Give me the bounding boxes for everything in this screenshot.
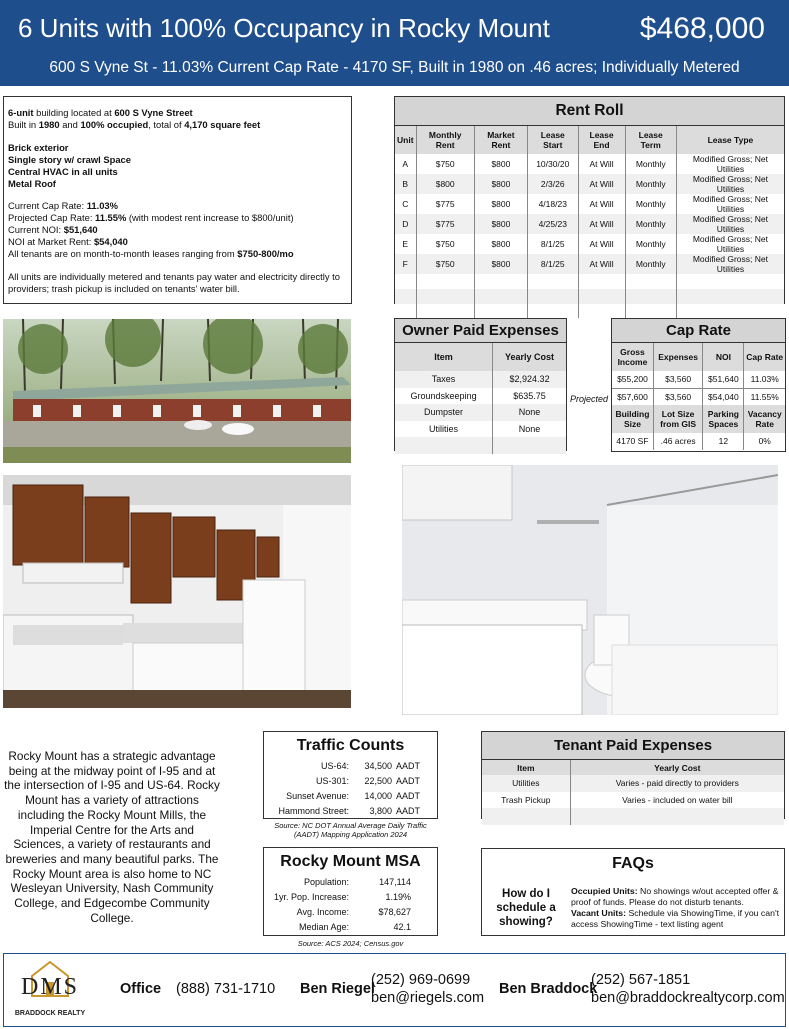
rent-roll-cell: Modified Gross; Net Utilities — [692, 234, 768, 254]
empty-cell — [416, 289, 474, 304]
rent-roll-cell: $775 — [416, 194, 474, 214]
stat-unit: AADT — [396, 776, 421, 786]
rent-roll-cell: At Will — [578, 254, 625, 274]
feature-roof: Metal Roof — [8, 177, 56, 189]
rent-roll-cell: $750 — [416, 154, 474, 174]
traffic-list — [264, 759, 437, 819]
listing-price: $468,000 — [639, 12, 765, 45]
agent1-email[interactable]: ben@riegels.com — [371, 990, 485, 1006]
table-row — [612, 405, 785, 433]
rent-roll-cell: D — [395, 214, 416, 234]
table-row — [612, 388, 785, 405]
agent2-email[interactable]: ben@braddockrealtycorp.com — [591, 990, 785, 1006]
rent-roll-cell: $750 — [416, 234, 474, 254]
owner-expenses-header: Item — [395, 343, 493, 371]
cap-rate-cell: $3,560 — [653, 388, 702, 405]
table-row — [395, 437, 566, 454]
list-item — [264, 905, 437, 920]
empty-cell — [474, 304, 527, 319]
stat-label: Avg. Income: — [296, 907, 349, 917]
stat-label: Sunset Avenue: — [286, 791, 349, 801]
rent-roll-cell: $800 — [416, 174, 474, 194]
table-row — [395, 274, 784, 289]
empty-cell — [676, 274, 784, 289]
table-row — [482, 792, 784, 809]
tenant-expenses-header: Yearly Cost — [570, 760, 784, 775]
empty-cell — [527, 289, 578, 304]
agent2-name: Ben Braddock — [499, 981, 598, 997]
rent-roll-table — [395, 126, 784, 318]
cap-rate-cell: $51,640 — [703, 371, 744, 388]
list-item — [264, 920, 437, 935]
stat-label: Hammond Street: — [278, 806, 349, 816]
list-item — [264, 890, 437, 905]
cap-rate-header: Expenses — [653, 343, 702, 371]
rent-roll-cell: At Will — [578, 174, 625, 194]
cap-rate-title: Cap Rate — [612, 319, 785, 343]
stat-label: US-64: — [320, 761, 349, 771]
stat-unit: AADT — [396, 761, 421, 771]
owner-expenses-cell: $635.75 — [513, 390, 546, 401]
rent-roll-cell: 2/3/26 — [527, 174, 578, 194]
empty-cell — [578, 274, 625, 289]
cap-rate-cell: 11.03% — [750, 374, 779, 385]
stat-value: 147,114 — [379, 877, 411, 887]
tenant-expenses-table — [482, 760, 784, 825]
empty-cell — [527, 274, 578, 289]
office-phone[interactable]: (888) 731-1710 — [176, 981, 276, 997]
rent-roll-cell: Modified Gross; Net Utilities — [692, 194, 768, 214]
rent-roll-title: Rent Roll — [395, 97, 784, 126]
stat-unit: AADT — [396, 791, 421, 801]
tenant-expenses-cell: Varies - included on water bill — [622, 794, 733, 805]
stat-value: 34,500 — [364, 761, 392, 771]
cap-rate-header: Gross Income — [612, 343, 653, 371]
tenant-paid-expenses — [481, 731, 785, 819]
rent-roll-cell: $800 — [474, 174, 527, 194]
rent-roll-cell: At Will — [578, 154, 625, 174]
traffic-title: Traffic Counts — [296, 737, 405, 754]
stat-value: 1.19% — [385, 892, 411, 902]
rent-roll-cell: 4/25/23 — [527, 214, 578, 234]
tenant-expenses-cell: Trash Pickup — [482, 792, 570, 809]
table-row — [395, 154, 784, 174]
rent-roll-cell: Monthly — [625, 174, 676, 194]
stat-value: 42.1 — [393, 922, 411, 932]
msa-title: Rocky Mount MSA — [280, 853, 421, 870]
owner-expenses-cell: Utilities — [395, 421, 493, 438]
cap-rate-table — [612, 343, 785, 450]
bathroom-photo — [402, 465, 778, 715]
cap-rate-cell: $3,560 — [653, 371, 702, 388]
msa-source: Source: ACS 2024; Census.gov — [297, 939, 404, 948]
faq-title: FAQs — [612, 855, 654, 872]
tenant-expenses-cell: Utilities — [482, 775, 570, 792]
rent-roll-cell: $750 — [416, 254, 474, 274]
list-item — [264, 774, 437, 789]
empty-cell — [578, 289, 625, 304]
exterior-photo — [3, 319, 351, 463]
owner-expenses-cell: None — [518, 423, 541, 434]
table-row — [612, 433, 785, 450]
cap-rate — [611, 318, 786, 452]
empty-cell — [395, 274, 416, 289]
table-row — [482, 775, 784, 792]
empty-cell — [416, 304, 474, 319]
cap-rate-cell: .46 acres — [653, 433, 702, 450]
table-row — [395, 174, 784, 194]
cap-rate-header: Building Size — [612, 405, 653, 433]
agent1-phone[interactable]: (252) 969-0699 — [371, 972, 471, 988]
property-summary: 6-unit building located at 600 S Vyne Street Built in 1980 and 100% occupied, total of 4,170 square feet Brick exterior Single story w/ crawl Space Central HVAC in all units Metal Roof Current Cap Rate: 11.03% Projected Cap Rate: 11.55% (with modest rent increase to $800/unit) Current NOI: $51,640 NOI at Market Rent: $54,040 All tenants are on month-to-month leases ranging from $750-800/mo All units are individually metered and tenants pay water and electricity directly to providers; trash pickup is included on tenants' water bill. — [3, 96, 352, 304]
owner-expenses-cell: $2,924.32 — [493, 371, 566, 388]
rent-roll-cell: At Will — [578, 214, 625, 234]
cap-rate-cell: 4170 SF — [612, 433, 653, 450]
table-row — [395, 194, 784, 214]
traffic-source: Source: NC DOT Annual Average Daily Traffic (AADT) Mapping Application 2024 — [274, 821, 427, 839]
empty-cell — [676, 289, 784, 304]
tenant-expenses-header: Item — [482, 760, 570, 775]
rent-roll-cell: $800 — [474, 254, 527, 274]
tenant-expenses-cell: Varies - paid directly to providers — [570, 775, 784, 792]
stat-value: 3,800 — [369, 806, 392, 816]
feature-hvac: Central HVAC in all units — [8, 165, 118, 177]
cap-rate-header: Cap Rate — [744, 343, 785, 371]
rent-roll-cell: F — [395, 254, 416, 274]
rent-roll-cell: Monthly — [625, 154, 676, 174]
rent-roll-cell: Modified Gross; Net Utilities — [676, 174, 784, 194]
rent-roll-header: Lease Type — [676, 126, 784, 154]
rent-roll-cell: 8/1/25 — [527, 254, 578, 274]
faq — [481, 848, 785, 936]
projected-label: Projected — [570, 394, 609, 404]
msa-stats — [263, 847, 438, 936]
cap-rate-cell: 0% — [758, 436, 771, 447]
stat-label: Population: — [303, 877, 349, 887]
rent-roll-cell: C — [395, 194, 416, 214]
cap-rate-cell: 12 — [703, 433, 744, 450]
feature-foundation: Single story w/ crawl Space — [8, 153, 131, 165]
table-row — [395, 304, 784, 319]
listing-subtitle: 600 S Vyne St - 11.03% Current Cap Rate - 4170 SF, Built in 1980 on .46 acres; Individually Metered — [49, 59, 740, 76]
table-row — [395, 234, 784, 254]
owner-expenses-title: Owner Paid Expenses — [395, 319, 566, 343]
empty-cell — [395, 289, 416, 304]
tenant-expenses-title: Tenant Paid Expenses — [482, 732, 784, 760]
cap-rate-header: Lot Size from GIS — [653, 405, 702, 433]
table-row — [395, 404, 566, 421]
table-row — [612, 343, 785, 371]
stat-value: 22,500 — [364, 776, 392, 786]
rent-roll-header: Lease Start — [527, 126, 578, 154]
rent-roll-cell: At Will — [578, 194, 625, 214]
msa-list — [264, 875, 437, 935]
list-item — [264, 804, 437, 819]
owner-expenses-header: Yearly Cost — [493, 343, 566, 371]
cap-rate-header: NOI — [703, 343, 744, 371]
rent-roll-cell: At Will — [578, 234, 625, 254]
rent-roll-header: Lease Term — [625, 126, 676, 154]
area-description: Rocky Mount has a strategic advantage being at the midway point of I-95 and at the intersection of I-95 and US-64. Rocky Mount has a variety of attractions including the Rocky Mount Mills, the Imperial Centre for the Arts and Sciences, a variety of restaurants and breweries and many beautiful parks. The Rocky Mount area is also home to NC Wesleyan University, Nash Community College, and Edgecombe Community College. — [4, 749, 220, 925]
metering-note: All units are individually metered and tenants pay water and electricity directly to providers; trash pickup is included on tenants' water bill. — [8, 270, 340, 294]
rent-roll-cell: $775 — [416, 214, 474, 234]
empty-cell — [625, 289, 676, 304]
empty-cell — [676, 304, 784, 319]
braddock-logo: DMS BRADDOCK REALTY — [10, 960, 90, 1022]
cap-rate-cell: $57,600 — [612, 388, 653, 405]
stat-label: 1yr. Pop. Increase: — [273, 892, 349, 902]
list-item — [264, 875, 437, 890]
owner-expenses-cell: Groundskeeping — [395, 388, 493, 405]
rent-roll-cell: Modified Gross; Net Utilities — [676, 254, 784, 274]
rent-roll-header: Lease End — [578, 126, 625, 154]
rent-roll-cell: Monthly — [625, 234, 676, 254]
listing-title: 6 Units with 100% Occupancy in Rocky Mount — [18, 13, 550, 43]
table-row — [395, 214, 784, 234]
rent-roll-cell: 10/30/20 — [527, 154, 578, 174]
owner-expenses-cell: None — [493, 404, 566, 421]
rent-roll-cell: Modified Gross; Net Utilities — [676, 214, 784, 234]
empty-cell — [527, 304, 578, 319]
table-row — [395, 388, 566, 405]
header-banner — [0, 0, 789, 86]
empty-cell — [625, 304, 676, 319]
empty-cell — [395, 304, 416, 319]
rent-roll-cell: B — [395, 174, 416, 194]
stat-label: Median Age: — [298, 922, 349, 932]
cap-rate-header: Vacancy Rate — [744, 405, 785, 433]
rent-roll-cell: $800 — [474, 234, 527, 254]
office-label: Office — [120, 981, 162, 997]
list-item — [264, 789, 437, 804]
rent-roll-cell: 8/1/25 — [527, 234, 578, 254]
empty-cell — [416, 274, 474, 289]
cap-rate-cell: $55,200 — [612, 371, 653, 388]
faq-question: How do I schedule a showing? — [496, 888, 556, 928]
owner-paid-expenses — [394, 318, 567, 451]
traffic-counts — [263, 731, 438, 819]
agent1-name: Ben Riegel — [300, 981, 375, 997]
stat-label: US-301: — [315, 776, 349, 786]
rent-roll-cell: $800 — [474, 154, 527, 174]
owner-expenses-cell: Dumpster — [395, 404, 493, 421]
empty-cell — [625, 274, 676, 289]
cap-rate-header: Parking Spaces — [703, 405, 744, 433]
stat-value: $78,627 — [378, 907, 411, 917]
table-row — [395, 254, 784, 274]
rent-roll-cell: Modified Gross; Net Utilities — [692, 154, 768, 174]
table-row — [482, 808, 784, 825]
stat-unit: AADT — [396, 806, 421, 816]
contact-footer — [3, 953, 786, 1027]
rent-roll-cell: A — [395, 154, 416, 174]
rent-roll-cell: 4/18/23 — [527, 194, 578, 214]
table-row — [395, 289, 784, 304]
table-row — [395, 371, 566, 388]
rent-roll-header: Monthly Rent — [416, 126, 474, 154]
rent-roll-header: Market Rent — [474, 126, 527, 154]
rent-roll-cell: E — [395, 234, 416, 254]
rent-roll — [394, 96, 785, 304]
faq-answer: Occupied Units: No showings w/out accepted offer & proof of funds. Please do not disturb tenants. Vacant Units: Schedule via ShowingTime, if you can't access ShowingTime - text listing agent — [571, 886, 780, 929]
table-row — [395, 421, 566, 438]
stat-value: 14,000 — [364, 791, 392, 801]
owner-expenses-table — [395, 343, 566, 454]
feature-exterior: Brick exterior — [8, 141, 69, 153]
empty-cell — [578, 304, 625, 319]
rent-roll-cell: Monthly — [625, 194, 676, 214]
rent-roll-cell: Monthly — [625, 254, 676, 274]
owner-expenses-cell: Taxes — [395, 371, 493, 388]
kitchen-photo — [3, 475, 351, 708]
rent-roll-header: Unit — [395, 126, 416, 154]
cap-rate-cell: 11.55% — [744, 388, 785, 405]
rent-roll-cell: $800 — [474, 214, 527, 234]
rent-roll-cell: Monthly — [625, 214, 676, 234]
rent-roll-cell: $800 — [474, 194, 527, 214]
empty-cell — [474, 274, 527, 289]
cap-rate-cell: $54,040 — [703, 388, 744, 405]
empty-cell — [474, 289, 527, 304]
table-row — [612, 371, 785, 388]
list-item — [264, 759, 437, 774]
agent2-phone[interactable]: (252) 567-1851 — [591, 972, 691, 988]
